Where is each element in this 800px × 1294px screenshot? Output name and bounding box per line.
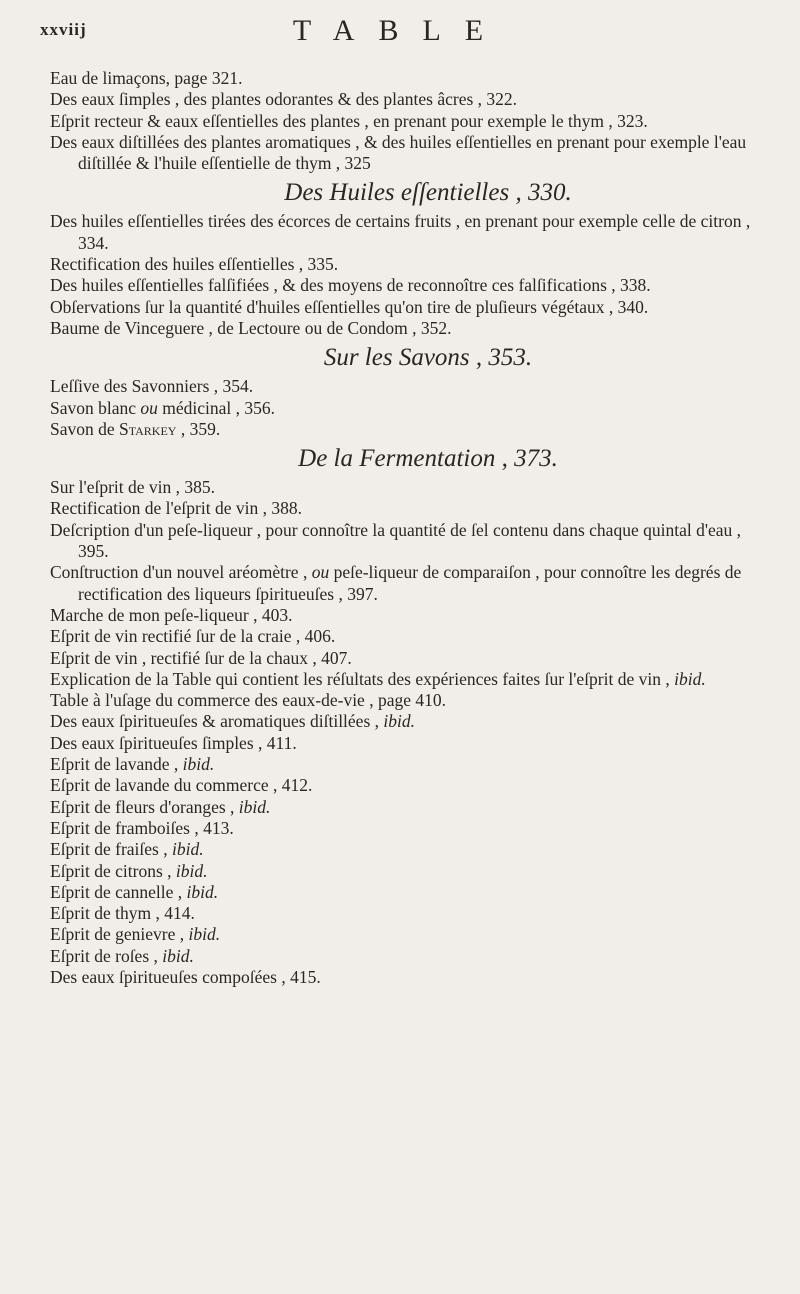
section-heading: De la Fermentation , 373.: [298, 445, 558, 473]
section-heading: Des Huiles eſſentielles , 330.: [284, 179, 572, 207]
toc-entry: Eſprit de fleurs d'oranges , ibid.: [50, 796, 271, 817]
toc-entry: Rectification des huiles eſſentielles , 335.: [50, 254, 339, 275]
toc-entry: Conſtruction d'un nouvel aréomètre , ou peſe-liqueur de comparaiſon , pour connoître les degrés de rectification des liqueurs ſpiritueuſes , 397.: [50, 562, 742, 604]
toc-entry: Rectification de l'eſprit de vin , 388.: [50, 498, 302, 519]
toc-entry: Eſprit de framboiſes , 413.: [50, 817, 234, 838]
running-title: TABLE: [292, 14, 508, 47]
toc-entry: Eſprit de roſes , ibid.: [50, 945, 194, 966]
toc-entry: Leſſive des Savonniers , 354.: [50, 376, 254, 397]
toc-entry: Eau de limaçons, page 321.: [50, 68, 243, 88]
toc-entry: Eſprit de fraiſes , ibid.: [50, 839, 204, 860]
section-heading: Sur les Savons , 353.: [323, 344, 533, 372]
toc-entry: Eſprit de genievre , ibid.: [50, 924, 221, 945]
toc-entry: Eſprit recteur & eaux eſſentielles des plantes , en prenant pour exemple le thym , 323.: [50, 110, 648, 131]
toc-entry: Savon blanc ou médicinal , 356.: [50, 397, 276, 418]
toc-entry: Des eaux ſimples , des plantes odorantes & des plantes âcres , 322.: [50, 89, 518, 110]
toc-entry: Eſprit de vin rectifié ſur de la craie , 406.: [50, 626, 336, 647]
toc-entry: Des eaux diſtillées des plantes aromatiques , & des huiles eſſentielles en prenant pour exemple l'eau diſtillée & l'huile eſſentielle de thym , 325: [50, 131, 747, 174]
toc-entry: Sur l'eſprit de vin , 385.: [50, 477, 216, 498]
toc-entry: Des eaux ſpiritueuſes compoſées , 415.: [50, 966, 321, 987]
toc-entry: Eſprit de lavande du commerce , 412.: [50, 775, 313, 796]
toc-entry: Eſprit de citrons , ibid.: [50, 860, 208, 881]
toc-entry: Eſprit de vin , rectifié ſur de la chaux , 407.: [50, 647, 352, 668]
toc-entry: Explication de la Table qui contient les réſultats des expériences faites ſur l'eſprit de vin , ibid.: [50, 668, 706, 689]
toc-entry: Des huiles eſſentielles tirées des écorces de certains fruits , en prenant pour exemple celle de citron , 334.: [50, 211, 751, 253]
toc-entry: Des huiles eſſentielles falſifiées , & des moyens de reconnoître ces falſifications , 338.: [50, 275, 651, 296]
toc-entry: Savon de Starkey , 359.: [50, 418, 221, 439]
page-folio: xxviij: [40, 20, 87, 39]
toc-entry: Table à l'uſage du commerce des eaux-de-vie , page 410.: [50, 690, 446, 711]
page-header: [40, 14, 760, 60]
toc-entry: Eſprit de lavande , ibid.: [50, 754, 215, 775]
toc-entry: Eſprit de thym , 414.: [50, 903, 195, 924]
toc-entry: Baume de Vinceguere , de Lectoure ou de Condom , 352.: [50, 317, 452, 338]
table-of-contents: [50, 68, 766, 988]
toc-entry: Des eaux ſpiritueuſes & aromatiques diſtillées , ibid.: [50, 711, 415, 732]
toc-entry: Obſervations ſur la quantité d'huiles eſſentielles qu'on tire de pluſieurs végétaux , 340.: [50, 296, 649, 317]
toc-entry: Marche de mon peſe-liqueur , 403.: [50, 604, 293, 625]
toc-entry: Eſprit de cannelle , ibid.: [50, 881, 219, 902]
toc-entry: Des eaux ſpiritueuſes ſimples , 411.: [50, 732, 297, 753]
toc-entry: Deſcription d'un peſe-liqueur , pour connoître la quantité de ſel contenu dans chaque quintal d'eau , 395.: [50, 519, 742, 562]
